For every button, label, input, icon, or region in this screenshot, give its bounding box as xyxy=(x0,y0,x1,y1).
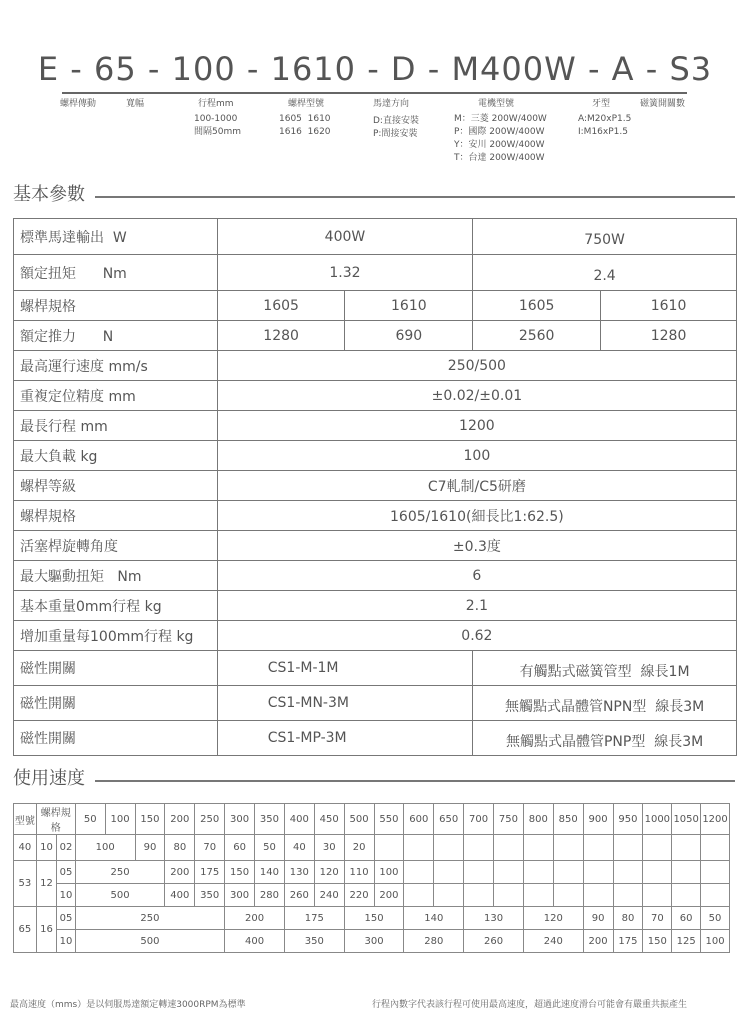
header-stroke: 850 xyxy=(553,804,583,835)
section-title-basic-params: 基本參數 xyxy=(13,184,85,205)
cell-lead: 10 xyxy=(57,930,76,953)
header-stroke: 500 xyxy=(344,804,374,835)
cell-value: 100 xyxy=(217,441,736,471)
cell-speed: 150 xyxy=(344,907,404,930)
cell-empty xyxy=(613,884,643,907)
cell-speed: 300 xyxy=(344,930,404,953)
section-divider xyxy=(95,780,735,782)
cell-speed: 240 xyxy=(314,884,344,907)
cell-speed: 250 xyxy=(75,861,165,884)
cell-speed: 70 xyxy=(643,907,672,930)
label-reed-switch: 磁簧開關數 xyxy=(640,99,686,109)
cell-speed: 80 xyxy=(165,835,195,861)
table-row xyxy=(14,351,737,381)
label-motor-y: Y：安川 200W/400W xyxy=(454,140,545,150)
table-header-row xyxy=(14,804,730,835)
cell-screw-dia: 16 xyxy=(36,907,57,953)
cell-speed: 500 xyxy=(75,930,224,953)
cell-empty xyxy=(404,884,434,907)
row-label: 增加重量每100mm行程 kg xyxy=(14,621,218,651)
cell-empty xyxy=(553,884,583,907)
cell-speed: 260 xyxy=(284,884,314,907)
cell-value: 2.4 xyxy=(473,255,737,291)
table-row xyxy=(14,884,730,907)
cell-value: C7軋制/C5研磨 xyxy=(217,471,736,501)
table-row xyxy=(14,561,737,591)
cell-speed: 120 xyxy=(314,861,344,884)
row-label: 最大負載 kg xyxy=(14,441,218,471)
table-row xyxy=(14,835,730,861)
label-screw-models-row1: 1605 1610 xyxy=(279,114,331,124)
table-row xyxy=(14,721,737,756)
row-label: 磁性開關 xyxy=(14,651,218,686)
cell-empty xyxy=(494,861,524,884)
header-stroke: 350 xyxy=(255,804,285,835)
label-width: 寬幅 xyxy=(126,99,145,109)
header-stroke: 950 xyxy=(613,804,643,835)
label-screw-drive: 螺桿傳動 xyxy=(60,99,97,109)
cell-speed: 60 xyxy=(225,835,255,861)
cell-empty xyxy=(613,835,643,861)
cell-value: 1605/1610(細長比1:62.5) xyxy=(217,501,736,531)
cell-speed: 70 xyxy=(195,835,225,861)
cell-empty xyxy=(404,861,434,884)
basic-params-table xyxy=(13,218,737,756)
table-row xyxy=(14,471,737,501)
cell-lead: 02 xyxy=(57,835,76,861)
label-motor-p: P：國際 200W/400W xyxy=(454,127,545,137)
cell-value: 400W xyxy=(217,219,472,255)
cell-value: 1605 xyxy=(473,291,601,321)
table-row xyxy=(14,411,737,441)
header-stroke: 150 xyxy=(135,804,165,835)
label-screw-models-row2: 1616 1620 xyxy=(279,127,331,137)
cell-speed: 350 xyxy=(284,930,344,953)
cell-speed: 240 xyxy=(523,930,583,953)
cell-value: 690 xyxy=(345,321,473,351)
row-label: 重複定位精度 mm xyxy=(14,381,218,411)
footer-note-right: 行程內數字代表該行程可使用最高速度，超過此速度滑台可能會有嚴重共振產生 xyxy=(372,1000,688,1010)
header-stroke: 300 xyxy=(225,804,255,835)
cell-value: 無觸點式晶體管PNP型 線長3M xyxy=(473,721,737,756)
cell-empty xyxy=(404,835,434,861)
cell-empty xyxy=(672,884,701,907)
header-stroke: 1050 xyxy=(672,804,701,835)
label-motor-t: T：台達 200W/400W xyxy=(454,153,545,163)
cell-lead: 05 xyxy=(57,861,76,884)
row-label: 螺桿等級 xyxy=(14,471,218,501)
footer-note-left: 最高速度（mms）是以伺服馬達額定轉速3000RPM為標準 xyxy=(10,1000,246,1010)
cell-value: 1280 xyxy=(601,321,737,351)
speed-table xyxy=(13,803,730,953)
cell-screw-dia: 12 xyxy=(36,861,57,907)
cell-value: CS1-MP-3M xyxy=(217,721,472,756)
header-stroke: 900 xyxy=(583,804,613,835)
cell-empty xyxy=(464,861,494,884)
header-stroke: 1200 xyxy=(701,804,730,835)
cell-speed: 50 xyxy=(255,835,285,861)
cell-value: CS1-M-1M xyxy=(217,651,472,686)
cell-speed: 80 xyxy=(613,907,643,930)
table-row xyxy=(14,907,730,930)
header-screw-spec: 螺桿規格 xyxy=(36,804,75,835)
table-row xyxy=(14,651,737,686)
cell-model: 65 xyxy=(14,907,37,953)
cell-value: 1280 xyxy=(217,321,345,351)
cell-value: 有觸點式磁簧管型 線長1M xyxy=(473,651,737,686)
cell-value: 1.32 xyxy=(217,255,472,291)
cell-empty xyxy=(494,884,524,907)
cell-value: 1605 xyxy=(217,291,345,321)
cell-speed: 40 xyxy=(284,835,314,861)
cell-empty xyxy=(523,861,553,884)
table-row xyxy=(14,501,737,531)
row-label: 基本重量0mm行程 kg xyxy=(14,591,218,621)
cell-speed: 100 xyxy=(374,861,404,884)
cell-empty xyxy=(553,861,583,884)
cell-empty xyxy=(701,861,730,884)
cell-value: 2560 xyxy=(473,321,601,351)
cell-value: 2.1 xyxy=(217,591,736,621)
cell-speed: 400 xyxy=(165,884,195,907)
model-code: E - 65 - 100 - 1610 - D - M400W - A - S3 xyxy=(37,50,713,88)
cell-speed: 100 xyxy=(75,835,135,861)
cell-empty xyxy=(583,884,613,907)
cell-empty xyxy=(643,861,672,884)
cell-speed: 90 xyxy=(135,835,165,861)
label-thread-i: I:M16xP1.5 xyxy=(578,127,628,137)
cell-speed: 200 xyxy=(374,884,404,907)
section-title-speed: 使用速度 xyxy=(13,768,85,789)
cell-speed: 150 xyxy=(643,930,672,953)
cell-empty xyxy=(701,835,730,861)
cell-value: 250/500 xyxy=(217,351,736,381)
model-code-underline xyxy=(62,92,687,94)
label-stroke-range: 100-1000 xyxy=(194,114,238,124)
cell-value: 1610 xyxy=(601,291,737,321)
cell-empty xyxy=(434,835,464,861)
table-row xyxy=(14,531,737,561)
row-label: 磁性開關 xyxy=(14,686,218,721)
header-stroke: 200 xyxy=(165,804,195,835)
cell-speed: 130 xyxy=(284,861,314,884)
cell-screw-dia: 10 xyxy=(36,835,57,861)
table-row xyxy=(14,321,737,351)
cell-value: CS1-MN-3M xyxy=(217,686,472,721)
cell-speed: 250 xyxy=(75,907,224,930)
label-thread-title: 牙型 xyxy=(592,99,611,109)
label-motor-model-title: 電機型號 xyxy=(478,99,515,109)
header-stroke: 750 xyxy=(494,804,524,835)
cell-empty xyxy=(494,835,524,861)
label-stroke-interval: 間隔50mm xyxy=(194,127,241,137)
cell-speed: 120 xyxy=(523,907,583,930)
cell-speed: 280 xyxy=(404,930,464,953)
table-row xyxy=(14,621,737,651)
cell-speed: 500 xyxy=(75,884,165,907)
cell-empty xyxy=(672,835,701,861)
cell-speed: 20 xyxy=(344,835,374,861)
cell-empty xyxy=(374,835,404,861)
label-stroke-title: 行程mm xyxy=(198,99,234,109)
row-label: 磁性開關 xyxy=(14,721,218,756)
cell-value: ±0.3度 xyxy=(217,531,736,561)
cell-empty xyxy=(523,884,553,907)
table-row xyxy=(14,255,737,291)
cell-empty xyxy=(434,861,464,884)
cell-empty xyxy=(523,835,553,861)
label-motor-dir-d: D:直接安裝 xyxy=(373,116,419,126)
header-stroke: 800 xyxy=(523,804,553,835)
label-motor-dir-title: 馬達方向 xyxy=(373,99,410,109)
label-thread-a: A:M20xP1.5 xyxy=(578,114,632,124)
table-row xyxy=(14,861,730,884)
row-label: 額定扭矩 Nm xyxy=(14,255,218,291)
table-row xyxy=(14,591,737,621)
cell-value: 750W xyxy=(473,219,737,255)
cell-speed: 140 xyxy=(255,861,285,884)
cell-speed: 150 xyxy=(225,861,255,884)
header-stroke: 400 xyxy=(284,804,314,835)
cell-speed: 260 xyxy=(464,930,524,953)
row-label: 最大驅動扭矩 Nm xyxy=(14,561,218,591)
row-label: 活塞桿旋轉角度 xyxy=(14,531,218,561)
row-label: 螺桿規格 xyxy=(14,501,218,531)
cell-speed: 100 xyxy=(701,930,730,953)
cell-speed: 175 xyxy=(284,907,344,930)
cell-value: 6 xyxy=(217,561,736,591)
cell-speed: 220 xyxy=(344,884,374,907)
row-label: 最高運行速度 mm/s xyxy=(14,351,218,381)
cell-speed: 140 xyxy=(404,907,464,930)
cell-speed: 200 xyxy=(583,930,613,953)
cell-value: ±0.02/±0.01 xyxy=(217,381,736,411)
cell-speed: 50 xyxy=(701,907,730,930)
table-row xyxy=(14,441,737,471)
cell-empty xyxy=(583,861,613,884)
cell-speed: 400 xyxy=(225,930,285,953)
cell-empty xyxy=(672,861,701,884)
header-stroke: 600 xyxy=(404,804,434,835)
cell-speed: 110 xyxy=(344,861,374,884)
row-label: 標準馬達輸出 W xyxy=(14,219,218,255)
cell-lead: 10 xyxy=(57,884,76,907)
cell-speed: 300 xyxy=(225,884,255,907)
table-row xyxy=(14,291,737,321)
cell-speed: 60 xyxy=(672,907,701,930)
table-row xyxy=(14,930,730,953)
cell-model: 40 xyxy=(14,835,37,861)
header-stroke: 250 xyxy=(195,804,225,835)
cell-speed: 175 xyxy=(613,930,643,953)
cell-empty xyxy=(464,835,494,861)
cell-speed: 130 xyxy=(464,907,524,930)
cell-speed: 90 xyxy=(583,907,613,930)
cell-empty xyxy=(434,884,464,907)
cell-empty xyxy=(553,835,583,861)
row-label: 額定推力 N xyxy=(14,321,218,351)
cell-speed: 200 xyxy=(165,861,195,884)
header-stroke: 100 xyxy=(105,804,135,835)
label-motor-dir-p: P:間接安裝 xyxy=(373,129,418,139)
cell-value: 1200 xyxy=(217,411,736,441)
row-label: 螺桿規格 xyxy=(14,291,218,321)
cell-empty xyxy=(643,884,672,907)
table-row xyxy=(14,686,737,721)
cell-model: 53 xyxy=(14,861,37,907)
header-stroke: 1000 xyxy=(643,804,672,835)
cell-empty xyxy=(613,861,643,884)
row-label: 最長行程 mm xyxy=(14,411,218,441)
cell-speed: 200 xyxy=(225,907,285,930)
cell-speed: 125 xyxy=(672,930,701,953)
cell-speed: 350 xyxy=(195,884,225,907)
table-row xyxy=(14,381,737,411)
header-stroke: 550 xyxy=(374,804,404,835)
table-row xyxy=(14,219,737,255)
header-stroke: 450 xyxy=(314,804,344,835)
label-screw-model-title: 螺桿型號 xyxy=(288,99,325,109)
cell-speed: 175 xyxy=(195,861,225,884)
header-model: 型號 xyxy=(14,804,37,835)
cell-empty xyxy=(643,835,672,861)
header-stroke: 650 xyxy=(434,804,464,835)
cell-value: 0.62 xyxy=(217,621,736,651)
header-stroke: 50 xyxy=(75,804,105,835)
cell-value: 無觸點式晶體管NPN型 線長3M xyxy=(473,686,737,721)
cell-lead: 05 xyxy=(57,907,76,930)
header-stroke: 700 xyxy=(464,804,494,835)
label-motor-m: M：三菱 200W/400W xyxy=(454,114,547,124)
cell-speed: 30 xyxy=(314,835,344,861)
cell-empty xyxy=(583,835,613,861)
section-divider xyxy=(95,196,735,198)
cell-speed: 280 xyxy=(255,884,285,907)
cell-empty xyxy=(464,884,494,907)
cell-value: 1610 xyxy=(345,291,473,321)
cell-empty xyxy=(701,884,730,907)
